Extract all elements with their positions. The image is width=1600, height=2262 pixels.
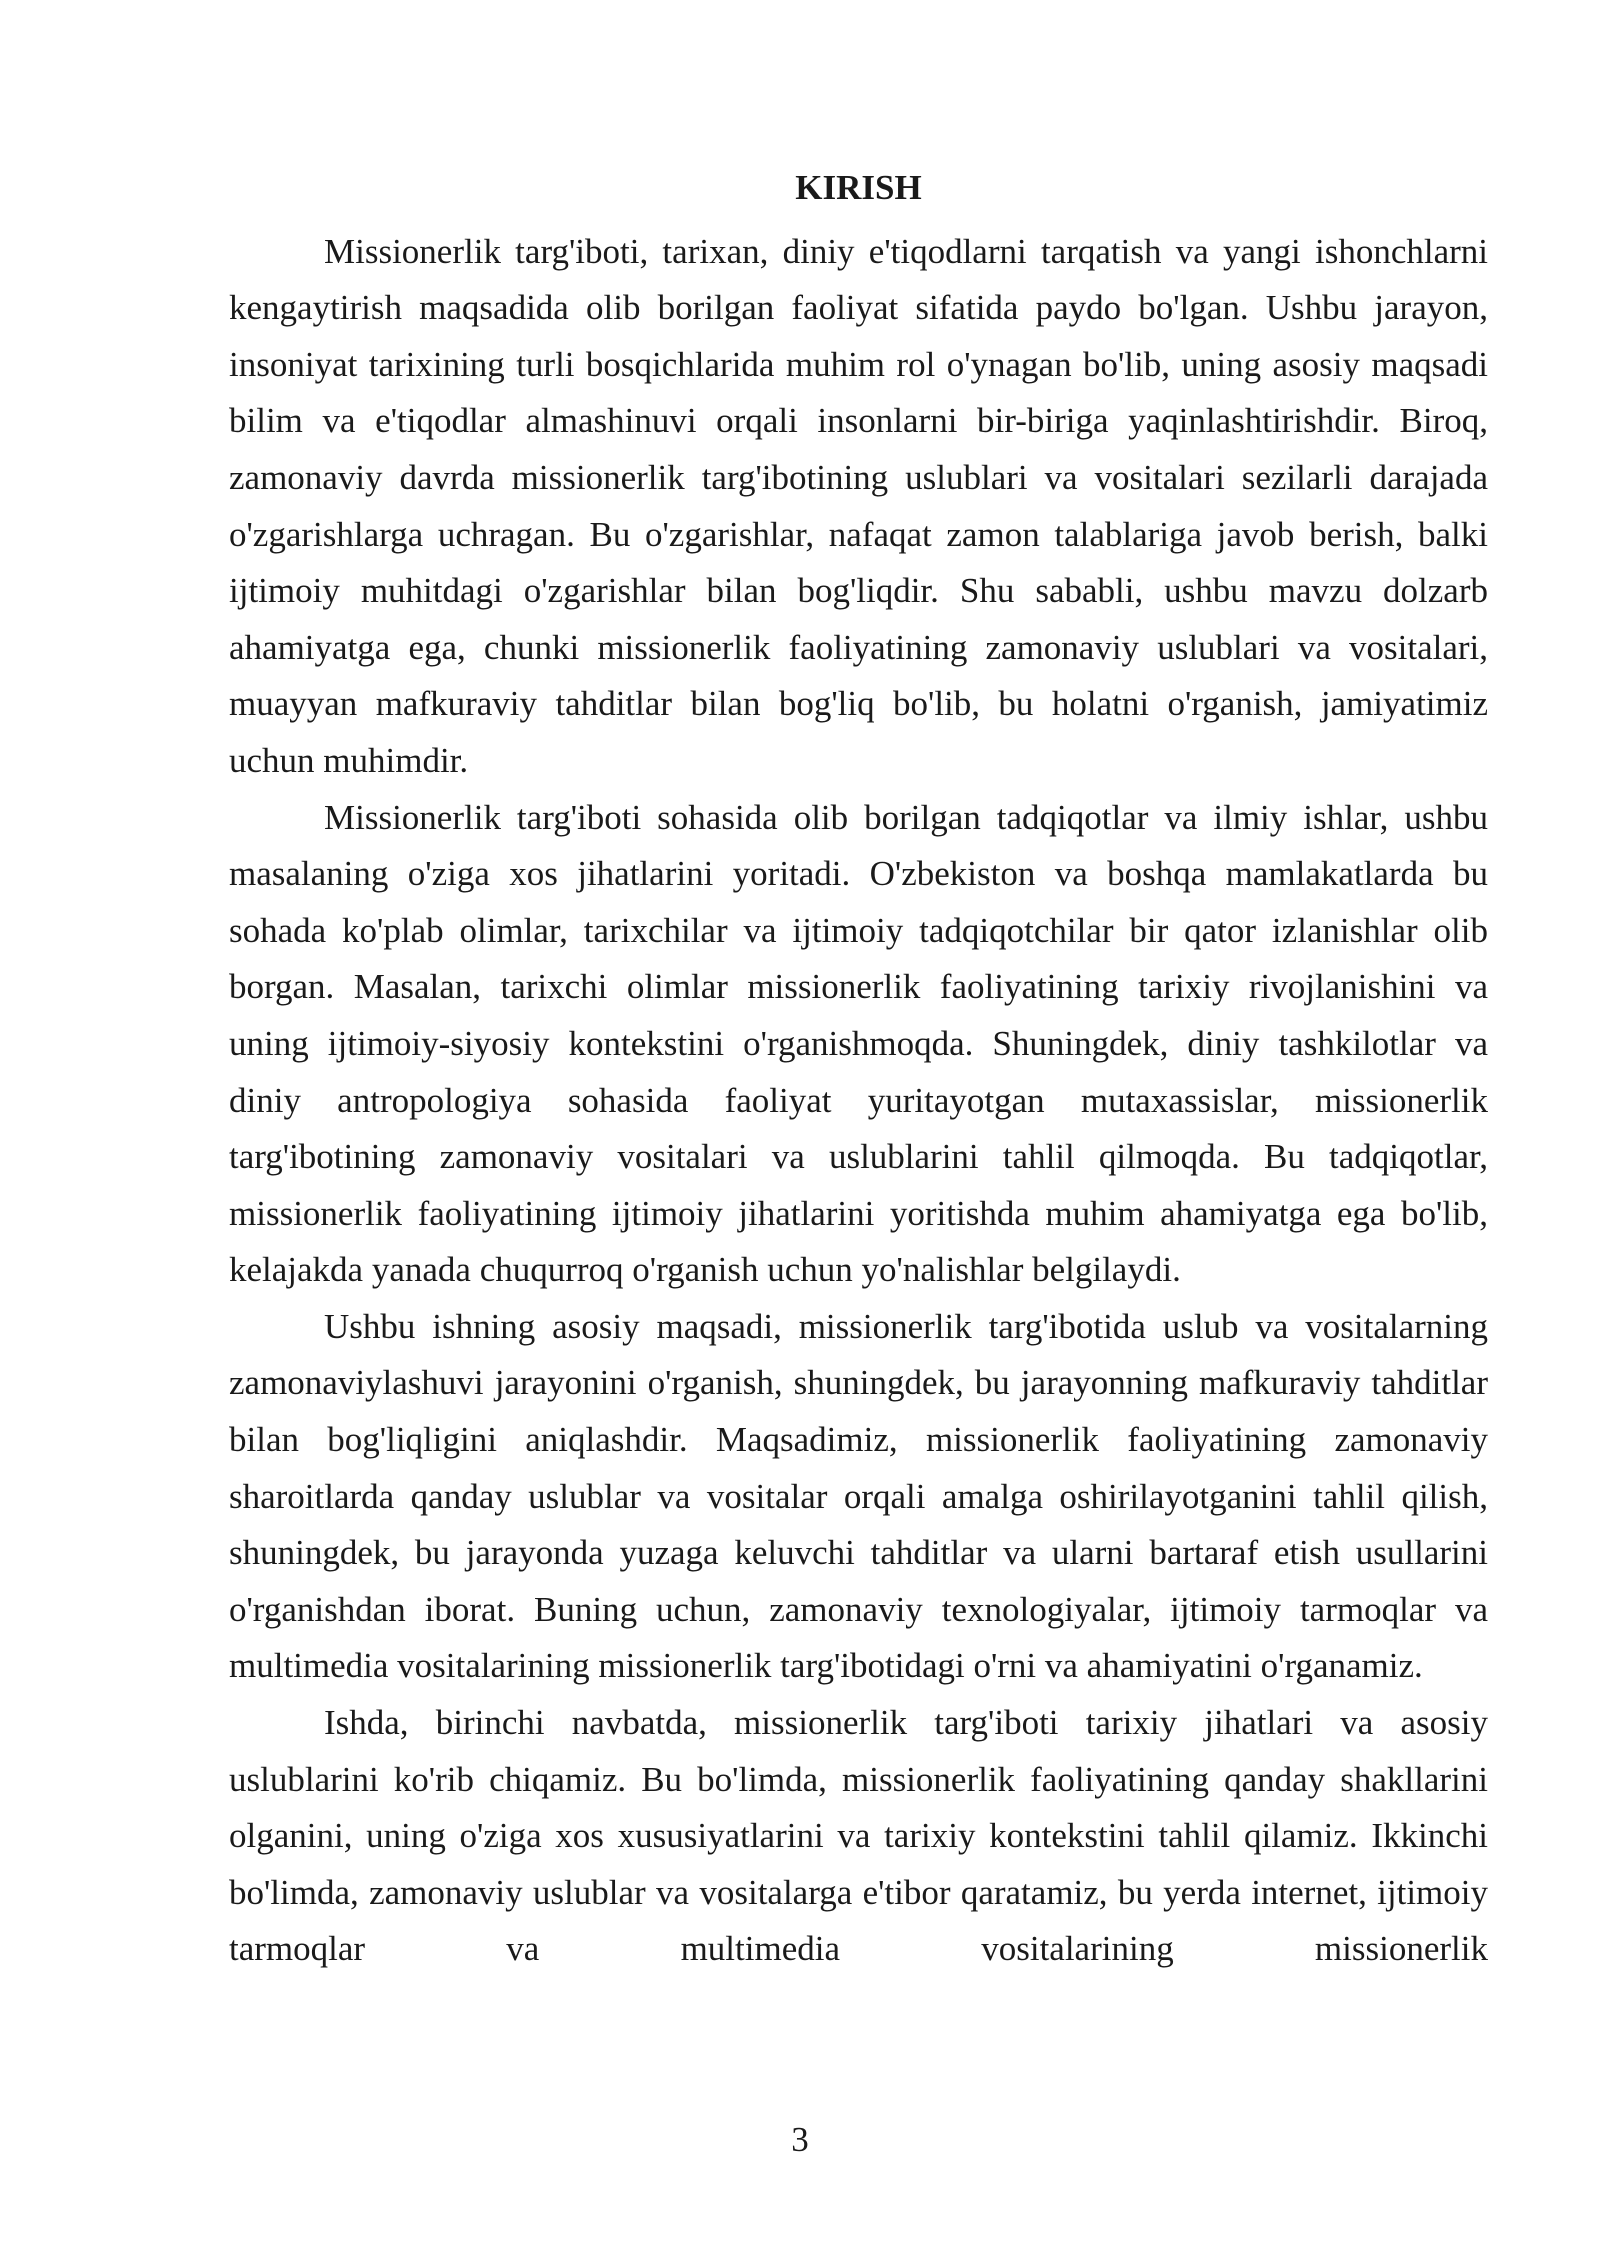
- page-content: [229, 160, 1488, 1978]
- paragraph-1: Missionerlik targ'iboti, tarixan, diniy e'tiqodlarni tarqatish va yangi ishonchlarni kengaytirish maqsadida olib borilgan faoliyat sifatida paydo bo'lgan. Ushbu jarayon, insoniyat tarixining turli bosqichlarida muhim rol o'ynagan bo'lib, uning asosiy maqsadi bilim va e'tiqodlar almashinuvi orqali insonlarni bir-biriga yaqinlashtirishdir. Biroq, zamonaviy davrda missionerlik targ'ibotining uslublari va vositalari sezilarli darajada o'zgarishlarga uchragan. Bu o'zgarishlar, nafaqat zamon talablariga javob berish, balki ijtimoiy muhitdagi o'zgarishlar bilan bog'liqdir. Shu sababli, ushbu mavzu dolzarb ahamiyatga ega, chunki missionerlik faoliyatining zamonaviy uslublari va vositalari, muayyan mafkuraviy tahditlar bilan bog'liq bo'lib, bu holatni o'rganish, jamiyatimiz uchun muhimdir.: [229, 231, 1488, 780]
- paragraph-3: Ushbu ishning asosiy maqsadi, missionerlik targ'ibotida uslub va vositalarning zamonaviylashuvi jarayonini o'rganish, shuningdek, bu jarayonning mafkuraviy tahditlar bilan bog'liqligini aniqlashdir. Maqsadimiz, missionerlik faoliyatining zamonaviy sharoitlarda qanday uslublar va vositalar orqali amalga oshirilayotganini tahlil qilish, shuningdek, bu jarayonda yuzaga keluvchi tahditlar va ularni bartaraf etish usullarini o'rganishdan iborat. Buning uchun, zamonaviy texnologiyalar, ijtimoiy tarmoqlar va multimedia vositalarining missionerlik targ'ibotidagi o'rni va ahamiyatini o'rganamiz.: [229, 1306, 1488, 1686]
- section-heading: KIRISH: [795, 168, 922, 207]
- page-number: 3: [791, 2120, 809, 2159]
- paragraph-2: Missionerlik targ'iboti sohasida olib borilgan tadqiqotlar va ilmiy ishlar, ushbu masalaning o'ziga xos jihatlarini yoritadi. O'zbekiston va boshqa mamlakatlarda bu sohada ko'plab olimlar, tarixchilar va ijtimoiy tadqiqotchilar bir qator izlanishlar olib borgan. Masalan, tarixchi olimlar missionerlik faoliyatining tarixiy rivojlanishini va uning ijtimoiy-siyosiy kontekstini o'rganishmoqda. Shuningdek, diniy tashkilotlar va diniy antropologiya sohasida faoliyat yuritayotgan mutaxassislar, missionerlik targ'ibotining zamonaviy vositalari va uslublarini tahlil qilmoqda. Bu tadqiqotlar, missionerlik faoliyatining ijtimoiy jihatlarini yoritishda muhim ahamiyatga ega bo'lib, kelajakda yanada chuqurroq o'rganish uchun yo'nalishlar belgilaydi.: [229, 797, 1488, 1290]
- paragraph-4: Ishda, birinchi navbatda, missionerlik targ'iboti tarixiy jihatlari va asosiy uslublarini ko'rib chiqamiz. Bu bo'limda, missionerlik faoliyatining qanday shakllarini olganini, uning o'ziga xos xususiyatlarini va tarixiy kontekstini tahlil qilamiz. Ikkinchi bo'limda, zamonaviy uslublar va vositalarga e'tibor qaratamiz, bu yerda internet, ijtimoiy tarmoqlar va multimedia vositalarining missionerlik: [229, 1703, 1488, 1969]
